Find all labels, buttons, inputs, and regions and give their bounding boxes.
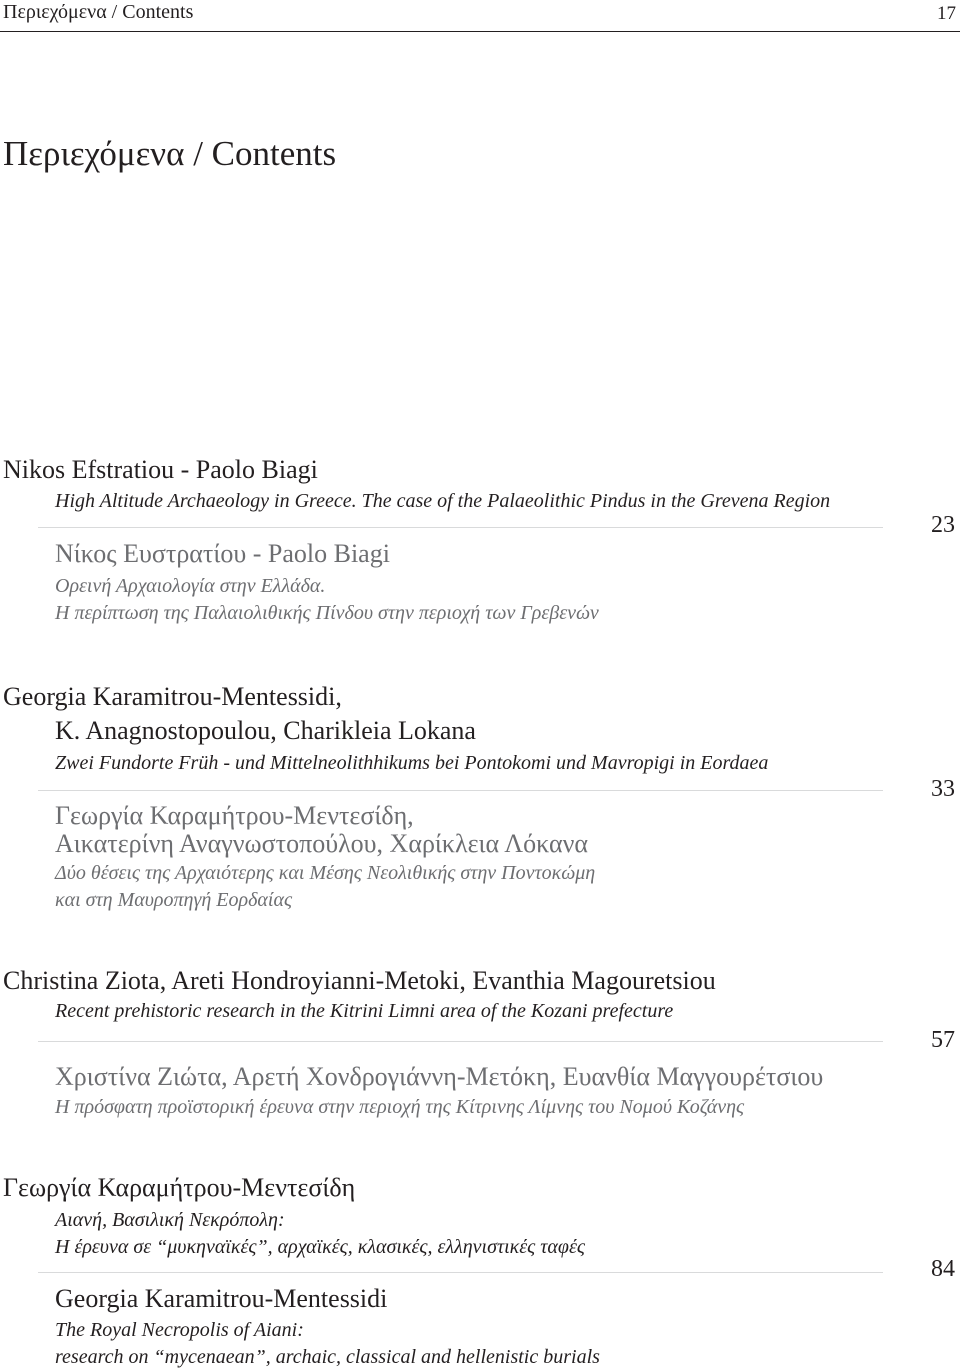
page-title: Περιεχόμενα / Contents — [3, 134, 337, 173]
entry-author: Georgia Karamitrou-Mentessidi, — [3, 682, 342, 711]
toc-entry[interactable] — [0, 455, 960, 635]
entry-greek-title: Ορεινή Αρχαιολογία στην Ελλάδα. — [55, 575, 326, 597]
entry-greek-author: Γεωργία Καραμήτρου-Μεντεσίδη, — [55, 801, 414, 830]
entry-title: research on “mycenaean”, archaic, classical and hellenistic burials — [55, 1346, 600, 1368]
entry-title: The Royal Necropolis of Aiani: — [55, 1319, 304, 1341]
entry-separator — [38, 527, 883, 528]
entry-page-number: 57 — [931, 1027, 955, 1053]
entry-greek-author: Αικατερίνη Αναγνωστοπούλου, Χαρίκλεια Λόκανα — [55, 829, 588, 858]
toc-entry[interactable] — [0, 1173, 960, 1370]
entry-greek-title: Η περίπτωση της Παλαιολιθικής Πίνδου στην περιοχή των Γρεβενών — [55, 602, 599, 624]
entry-greek-title: Δύο θέσεις της Αρχαιότερης και Μέσης Νεολιθικής στην Ποντοκώμη — [55, 862, 596, 884]
toc-entry[interactable] — [0, 682, 960, 917]
running-header-title: Περιεχόμενα / Contents — [3, 1, 194, 23]
entry-page-number: 84 — [931, 1256, 955, 1282]
entry-author: Georgia Karamitrou-Mentessidi — [55, 1284, 388, 1313]
entry-greek-title: Αιανή, Βασιλική Νεκρόπολη: — [55, 1209, 285, 1231]
entry-page-number: 23 — [931, 512, 955, 538]
entry-greek-title: Η πρόσφατη προϊστορική έρευνα στην περιοχή της Κίτρινης Λίμνης του Νομού Κοζάνης — [55, 1096, 745, 1118]
entry-greek-title: και στη Μαυροπηγή Εορδαίας — [55, 889, 293, 911]
entry-title: High Altitude Archaeology in Greece. The case of the Palaeolithic Pindus in the Grevena Region — [55, 490, 831, 512]
toc-entry[interactable] — [0, 966, 960, 1126]
entry-author: Christina Ziota, Areti Hondroyianni-Metoki, Evanthia Magouretsiou — [3, 966, 716, 995]
running-header — [0, 0, 960, 32]
running-header-page-number: 17 — [937, 3, 956, 24]
entry-title: Recent prehistoric research in the Kitrini Limni area of the Kozani prefecture — [55, 1000, 674, 1022]
entry-separator — [38, 1272, 883, 1273]
entry-separator — [38, 1041, 883, 1042]
entry-author: Nikos Efstratiou - Paolo Biagi — [3, 455, 318, 484]
entry-greek-title: Η έρευνα σε “μυκηναϊκές”, αρχαϊκές, κλασικές, ελληνιστικές ταφές — [55, 1236, 585, 1258]
entry-title: Zwei Fundorte Früh - und Mittelneolithhikums bei Pontokomi und Mavropigi in Eordaea — [55, 752, 769, 774]
entry-author: K. Anagnostopoulou, Charikleia Lokana — [55, 716, 476, 745]
entry-greek-author: Γεωργία Καραμήτρου-Μεντεσίδη — [3, 1173, 356, 1202]
entry-greek-author: Νίκος Ευστρατίου - Paolo Biagi — [55, 539, 390, 568]
entry-page-number: 33 — [931, 776, 955, 802]
entry-greek-author: Χριστίνα Ζιώτα, Αρετή Χονδρογιάννη-Μετόκη, Ευανθία Μαγγουρέτσιου — [55, 1062, 824, 1091]
entry-separator — [38, 790, 883, 791]
